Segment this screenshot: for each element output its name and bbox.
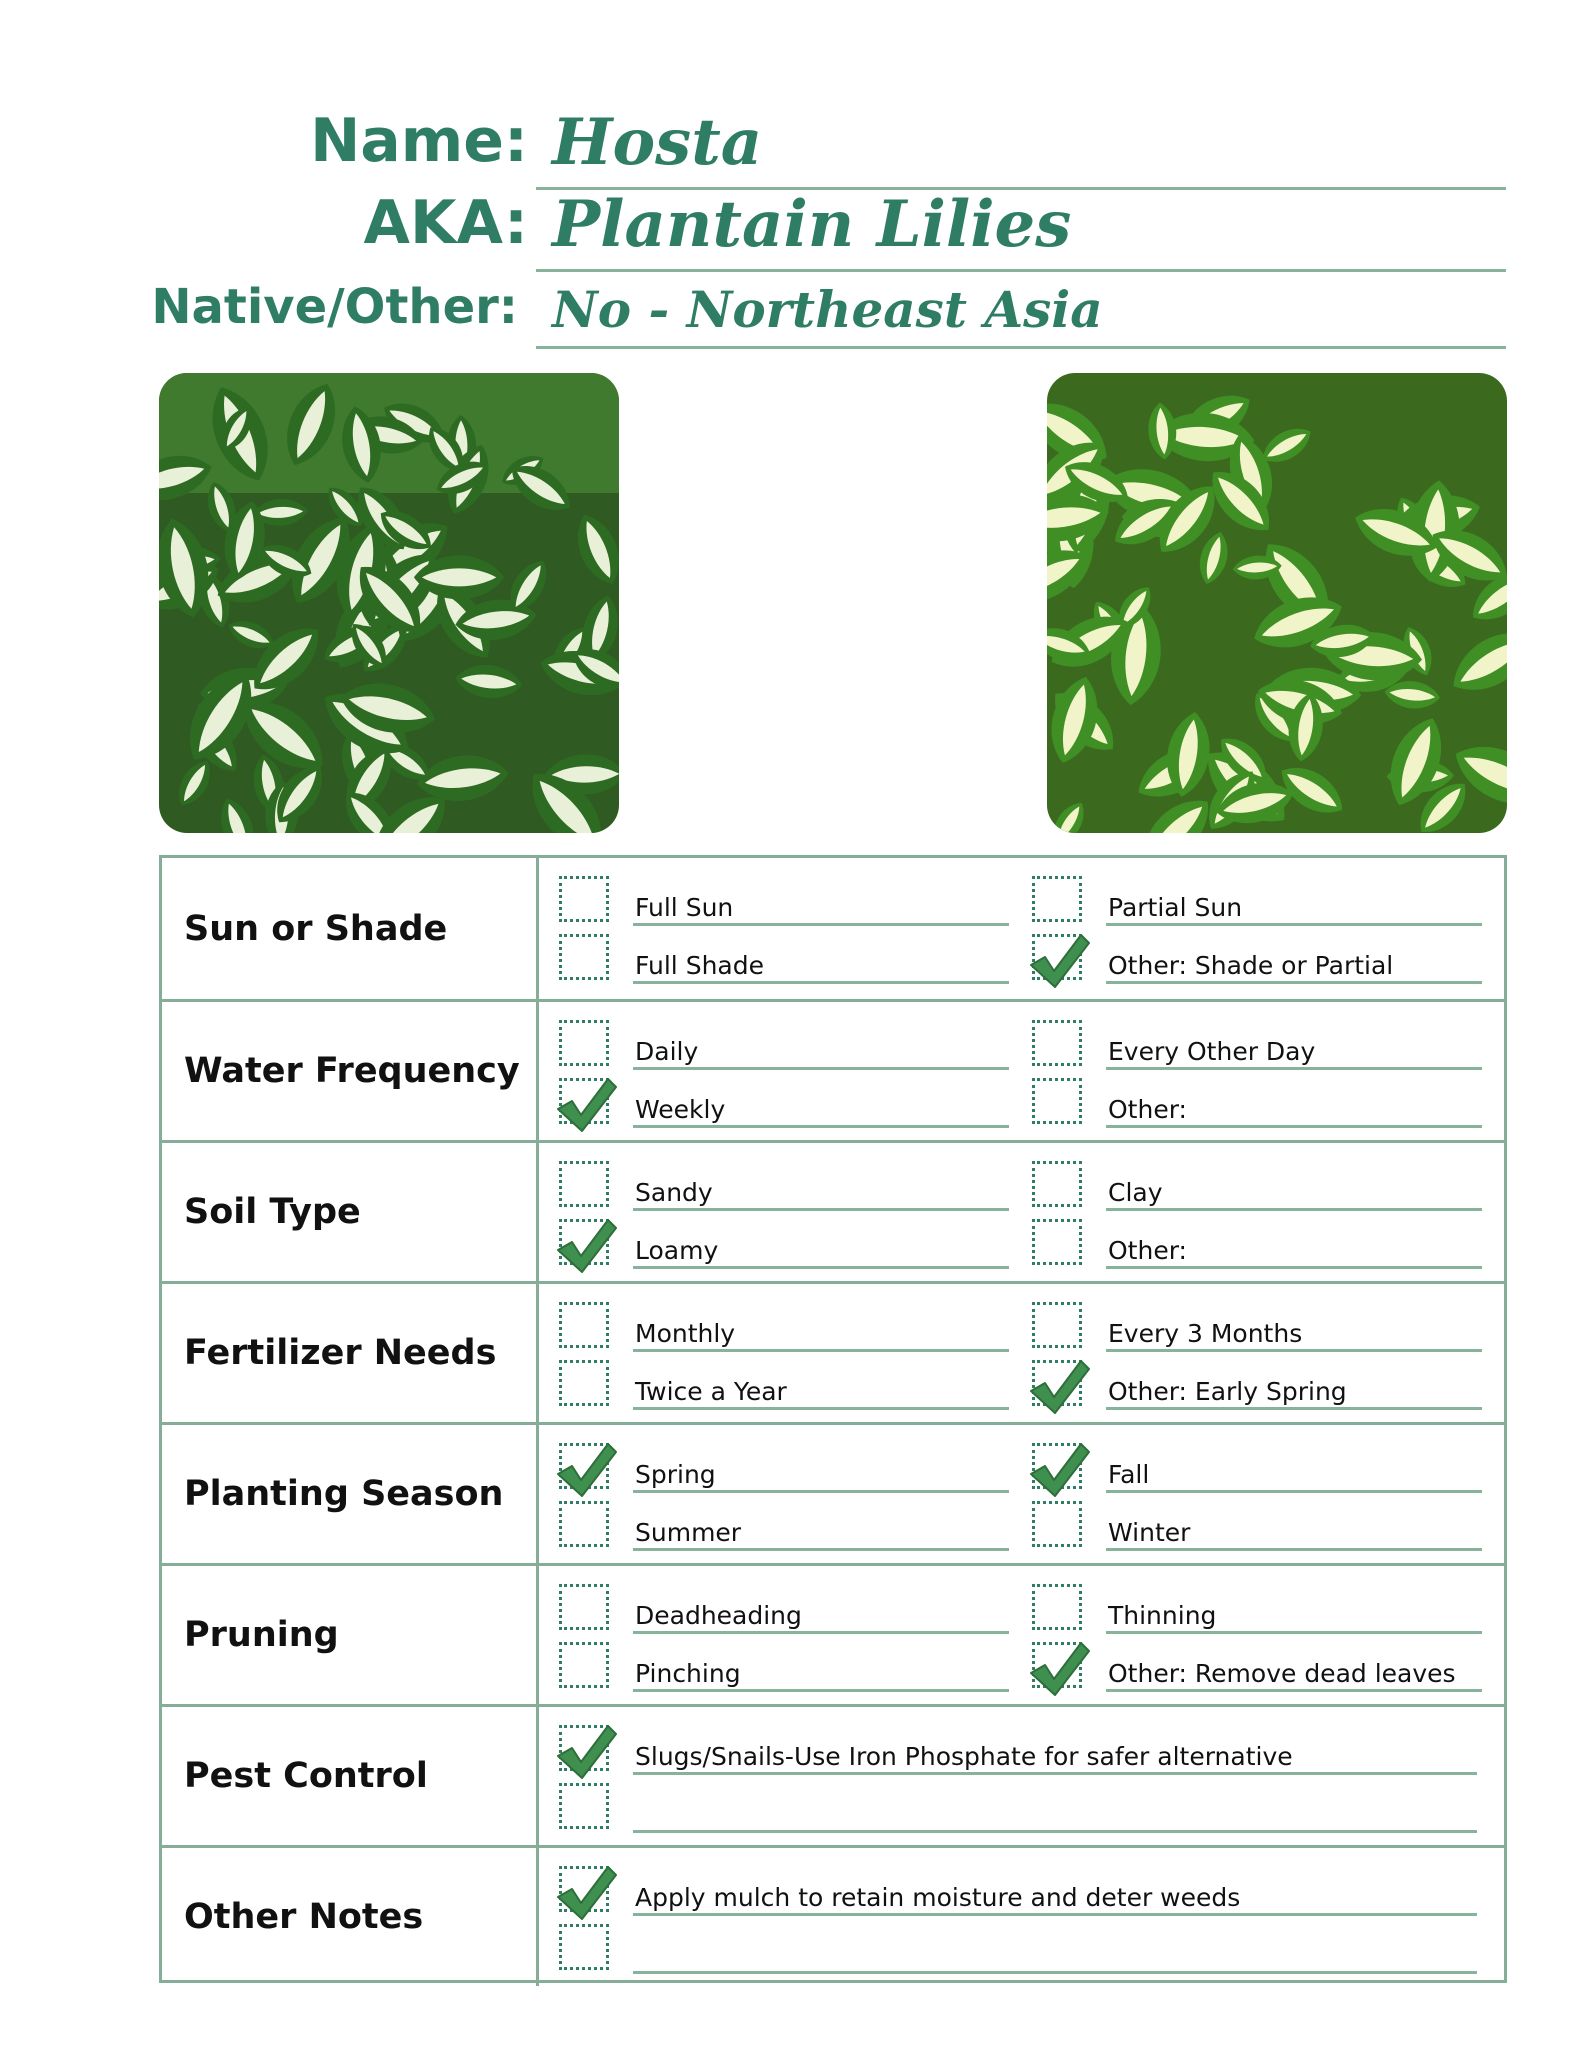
checkbox-option[interactable] [559,1777,1459,1835]
checkbox[interactable] [559,1360,609,1406]
checkbox-option[interactable] [559,1578,979,1636]
checkbox[interactable] [1032,934,1082,980]
name-label: Name: [310,106,528,176]
checkbox[interactable] [559,1584,609,1630]
checkbox[interactable] [559,934,609,980]
checkbox-option[interactable] [559,1636,979,1694]
option-text: Sandy [635,1178,713,1207]
care-row [162,1422,1504,1563]
checkbox-option[interactable] [559,1155,979,1213]
care-row [162,1281,1504,1422]
option-underline [633,1490,1009,1493]
option-text: Every 3 Months [1108,1319,1303,1348]
checkbox[interactable] [559,1020,609,1066]
option-underline [633,1689,1009,1692]
checkbox-option[interactable] [1032,1014,1452,1072]
checkbox-option[interactable] [1032,1636,1456,1694]
checkbox[interactable] [559,1783,609,1829]
checkbox[interactable] [559,1161,609,1207]
row-label: Pest Control [162,1707,539,1845]
native-value: No - Northeast Asia [552,280,1103,339]
option-text: Other: [1108,1095,1187,1124]
option-underline [633,1971,1477,1974]
native-row [0,259,1588,349]
checkmark-icon [1027,1357,1091,1417]
care-row [162,858,1504,999]
checkbox[interactable] [1032,1078,1082,1124]
option-text: Deadheading [635,1601,802,1630]
option-underline [633,1772,1477,1775]
checkbox[interactable] [1032,1020,1082,1066]
option-text: Pinching [635,1659,741,1688]
checkbox-option[interactable] [559,1719,1459,1777]
care-table [159,855,1507,1983]
checkbox[interactable] [1032,1501,1082,1547]
option-underline [633,981,1009,984]
checkbox-option[interactable] [1032,1495,1452,1553]
option-underline [1106,1407,1482,1410]
checkbox-option[interactable] [1032,1296,1452,1354]
checkmark-icon [554,1075,618,1135]
checkbox[interactable] [559,1866,609,1912]
option-text: Weekly [635,1095,726,1124]
checkbox-option[interactable] [1032,1437,1452,1495]
option-text: Summer [635,1518,742,1547]
option-text: Other: Shade or Partial [1108,951,1394,980]
checkbox-option[interactable] [559,1437,979,1495]
hosta-closeup-image [1047,373,1507,833]
checkbox-option[interactable] [559,1354,979,1412]
checkmark-icon [554,1216,618,1276]
row-label: Sun or Shade [162,858,539,999]
checkmark-icon [1027,1639,1091,1699]
checkbox-option[interactable] [559,1296,979,1354]
option-underline [633,1067,1009,1070]
checkbox-option[interactable] [1032,1354,1452,1412]
option-text: Clay [1108,1178,1163,1207]
checkmark-icon [554,1440,618,1500]
option-underline [1106,923,1482,926]
care-row [162,999,1504,1140]
option-text: Twice a Year [635,1377,787,1406]
hosta-photo-right [1047,373,1507,833]
checkbox[interactable] [1032,1360,1082,1406]
option-text: Spring [635,1460,716,1489]
checkbox[interactable] [559,1078,609,1124]
checkbox-option[interactable] [559,1213,979,1271]
option-underline [633,1913,1477,1916]
checkbox-option[interactable] [559,1014,979,1072]
option-underline [633,1349,1009,1352]
option-underline [633,1208,1009,1211]
name-row [0,100,1588,190]
checkbox-option[interactable] [1032,870,1452,928]
checkbox[interactable] [1032,1642,1082,1688]
native-underline [536,346,1506,349]
option-text: Partial Sun [1108,893,1243,922]
option-text: Other: Remove dead leaves [1108,1659,1456,1688]
checkbox-option[interactable] [1032,1213,1452,1271]
checkbox-option[interactable] [559,928,979,986]
option-underline [1106,1208,1482,1211]
option-underline [1106,1125,1482,1128]
checkbox-option[interactable] [559,1072,979,1130]
row-label: Fertilizer Needs [162,1284,539,1422]
checkbox[interactable] [1032,1584,1082,1630]
checkmark-icon [554,1863,618,1923]
option-underline [633,1631,1009,1634]
option-text: Daily [635,1037,699,1066]
checkbox-option[interactable] [559,1918,1459,1976]
care-row [162,1704,1504,1845]
option-text: Other: [1108,1236,1187,1265]
option-text: Loamy [635,1236,719,1265]
option-underline [633,1548,1009,1551]
checkmark-icon [1027,931,1091,991]
option-text: Winter [1108,1518,1191,1547]
option-text: Fall [1108,1460,1150,1489]
row-label: Water Frequency [162,1002,539,1140]
option-underline [1106,1548,1482,1551]
checkbox-option[interactable] [1032,1072,1452,1130]
checkbox-option[interactable] [1032,1578,1452,1636]
option-underline [1106,1349,1482,1352]
checkbox[interactable] [559,1725,609,1771]
checkbox[interactable] [559,1219,609,1265]
checkbox[interactable] [559,1443,609,1489]
row-label: Other Notes [162,1848,539,1986]
option-text: Full Sun [635,893,734,922]
checkbox[interactable] [559,1501,609,1547]
option-underline [1106,1067,1482,1070]
option-text: Thinning [1108,1601,1217,1630]
option-text: Monthly [635,1319,736,1348]
option-underline [633,1125,1009,1128]
checkbox-option[interactable] [559,1495,979,1553]
aka-label: AKA: [363,188,528,258]
option-text: Other: Early Spring [1108,1377,1347,1406]
aka-value: Plantain Lilies [552,187,1072,262]
checkbox[interactable] [1032,1302,1082,1348]
option-underline [633,1266,1009,1269]
option-underline [633,1407,1009,1410]
hosta-clump-image [159,373,619,833]
option-text: Apply mulch to retain moisture and deter weeds [635,1883,1241,1912]
checkmark-icon [1027,1440,1091,1500]
checkbox-option[interactable] [559,1860,1459,1918]
checkbox[interactable] [559,876,609,922]
row-label: Pruning [162,1566,539,1704]
checkbox[interactable] [1032,1161,1082,1207]
checkbox[interactable] [1032,1219,1082,1265]
checkbox-option[interactable] [1032,1155,1452,1213]
checkbox[interactable] [559,1924,609,1970]
row-label: Planting Season [162,1425,539,1563]
hosta-photo-left [159,373,619,833]
row-label: Soil Type [162,1143,539,1281]
option-underline [633,1830,1477,1833]
option-underline [1106,1266,1482,1269]
option-text: Every Other Day [1108,1037,1316,1066]
option-underline [1106,981,1482,984]
option-underline [633,923,1009,926]
option-text: Slugs/Snails-Use Iron Phosphate for safer alternative [635,1742,1293,1771]
care-row [162,1563,1504,1704]
care-row [162,1845,1504,1986]
name-value: Hosta [552,105,763,180]
checkbox[interactable] [1032,876,1082,922]
checkmark-icon [554,1722,618,1782]
checkbox[interactable] [559,1642,609,1688]
checkbox[interactable] [1032,1443,1082,1489]
care-row [162,1140,1504,1281]
native-label: Native/Other: [151,279,518,335]
checkbox-option[interactable] [559,870,979,928]
option-underline [1106,1490,1482,1493]
checkbox[interactable] [559,1302,609,1348]
option-underline [1106,1689,1482,1692]
checkbox-option[interactable] [1032,928,1452,986]
option-underline [1106,1631,1482,1634]
option-text: Full Shade [635,951,764,980]
